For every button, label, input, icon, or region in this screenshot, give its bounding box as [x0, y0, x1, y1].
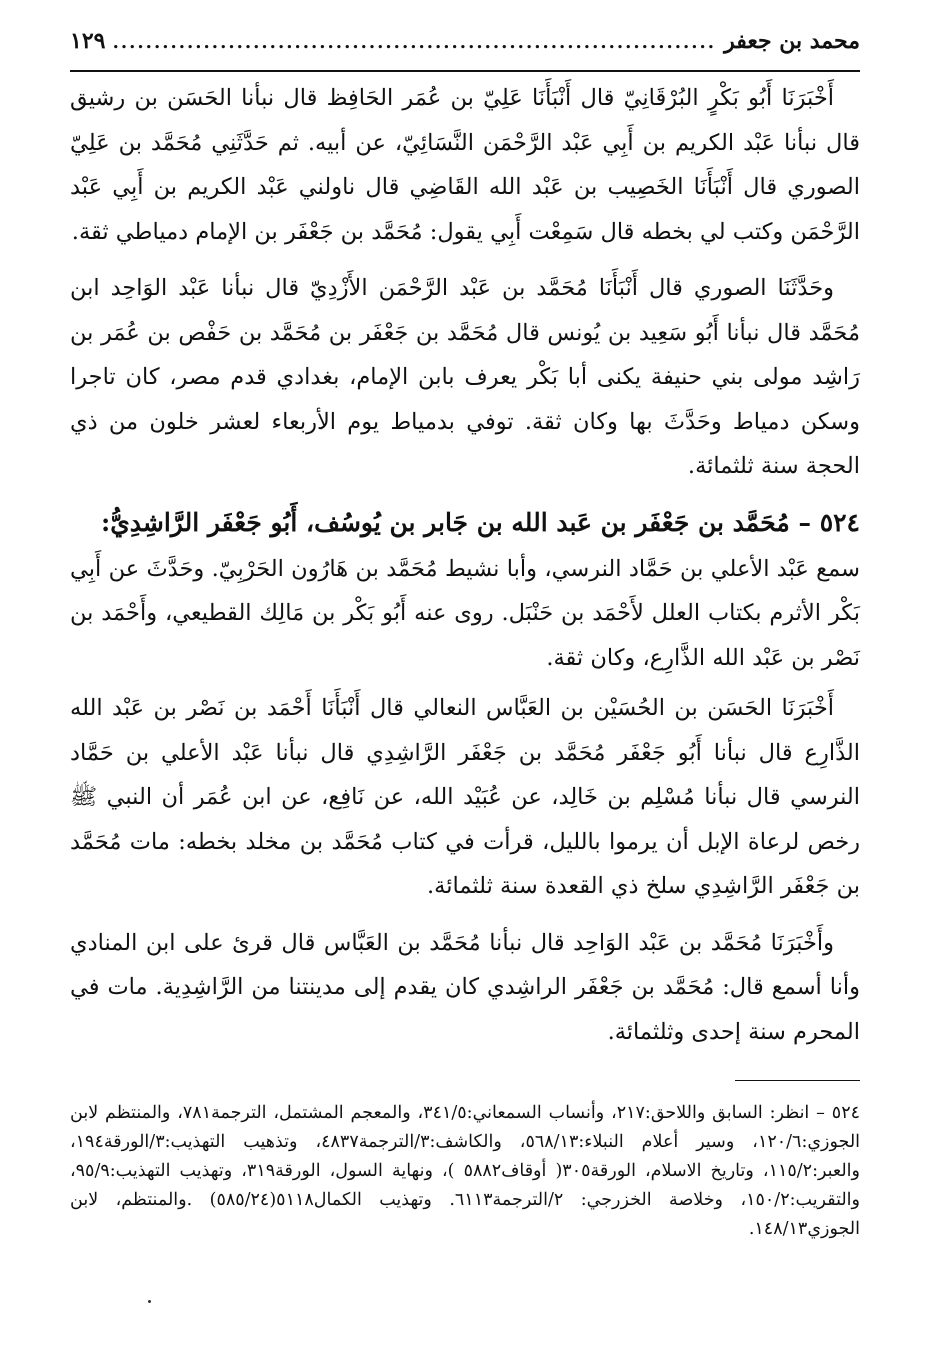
book-page	[70, 28, 860, 1244]
entry-heading-524: ٥٢٤ – مُحَمَّد بن جَعْفَر بن عَبد الله بن جَابر بن يُوسُف، أَبُو جَعْفَر الرَّاشِدِيُّ:	[100, 507, 860, 537]
header-leader-dots	[113, 32, 716, 53]
footnote-separator	[735, 1080, 860, 1081]
header-title: محمد بن جعفر	[724, 28, 860, 54]
paragraph-isnad-2: وحَدَّثَنَا الصوري قال أَنْبَأَنَا مُحَمَّد بن عَبْد الرَّحْمَن الأَزْدِيّ قال نبأنا عَبْد الوَاحِد ابن مُحَمَّد قال نبأنا أَبُو سَعِيد بن يُونس قال مُحَمَّد بن جَعْفَر بن مُحَمَّد بن حَفْص بن عُمَر بن رَاشِد مولى بني حنيفة يكنى أبا بَكْر يعرف بابن الإمام، بغدادي قدم مصر، كان تاجرا وسكن دمياط وحَدَّثَ بها وكان ثقة. توفي بدمياط يوم الأربعاء لعشر خلون من ذي الحجة سنة ثلثمائة.	[70, 275, 860, 479]
page-number: ١٢٩	[70, 28, 106, 54]
running-header	[70, 28, 860, 72]
paragraph-entry-bio: سمع عَبْد الأعلي بن حَمَّاد النرسي، وأبا نشيط مُحَمَّد بن هَارُون الحَرْبِيّ. وحَدَّثَ عن أَبِي بَكْر الأثرم بكتاب العلل لأَحْمَد بن حَنْبَل. روى عنه أَبُو بَكْر بن مَالِك القطيعي، وأَحْمَد بن نَصْر بن عَبْد الله الذَّارِع، وكان ثقة.	[70, 555, 860, 671]
paragraph-hadith: أَخْبَرَنَا الحَسَن بن الحُسَيْن بن العَبَّاس النعالي قال أَنْبَأَنَا أَحْمَد بن نَصْر بن عَبْد الله الذَّارِع قال نبأنا أَبُو جَعْفَر مُحَمَّد بن جَعْفَر الرَّاشِدِي قال نبأنا عَبْد الأعلي بن حَمَّاد النرسي قال نبأنا مُسْلِم بن خَالِد، عن عُبَيْد الله، عن نَافِع، عن ابن عُمَر أن النبي ﷺ رخص لرعاة الإبل أن يرموا بالليل، قرأت في كتاب مُحَمَّد بن مخلد بخطه: مات مُحَمَّد بن جَعْفَر الرَّاشِدِي سلخ ذي القعدة سنة ثلثمائة.	[70, 695, 860, 899]
paragraph-death: وأَخْبَرَنَا مُحَمَّد بن عَبْد الوَاحِد قال نبأنا مُحَمَّد بن العَبَّاس قال قرئ على ابن المنادي وأنا أسمع قال: مُحَمَّد بن جَعْفَر الراشِدي كان يقدم إلى مدينتنا من الرَّاشِدِية. مات في المحرم سنة إحدى وثلثمائة.	[70, 929, 860, 1045]
stray-dot	[148, 1300, 151, 1303]
paragraph-isnad-1: أَخْبَرَنَا أَبُو بَكْرٍ البُرْقَانِيّ قال أَنْبَأَنَا عَلِيّ بن عُمَر الحَافِظ قال نبأنا الحَسَن بن رشيق قال نبأنا عَبْد الكريم بن أَبِي عَبْد الرَّحْمَن النَّسَائِيّ، عن أبيه. ثم حَدَّثَنِي مُحَمَّد بن عَلِيّ الصوري قال أَنْبَأَنَا الخَصِيب بن عَبْد الله القَاضِي قال ناولني عَبْد الكريم بن أَبِي عَبْد الرَّحْمَن وكتب لي بخطه قال سَمِعْت أَبِي يقول: مُحَمَّد بن جَعْفَر بن الإمام دمياطي ثقة.	[70, 85, 860, 245]
footnote-524: ٥٢٤ – انظر: السابق واللاحق:٢١٧، وأنساب السمعاني:٣٤١/٥، والمعجم المشتمل، الترجمة٧٨١، والمنتظم لابن الجوزي:١٢٠/٦، وسير أعلام النبلاء:٥٦٨/١٣، والكاشف:٣/الترجمة٤٨٣٧، وتذهيب التهذيب:٣/الورقة١٩٤، والعبر:١١٥/٢، وتاريخ الاسلام، الورقة٣٠٥( أوقاف٥٨٨٢ )، ونهاية السول، الورقة٣١٩، وتهذيب التهذيب:٩٥/٩، والتقريب:١٥٠/٢، وخلاصة الخزرجي: ٢/الترجمة٦١١٣. وتهذيب الكمال٥١١٨(٥٨٥/٢٤) .والمنتظم، لابن الجوزي١٤٨/١٣.	[70, 1103, 861, 1239]
